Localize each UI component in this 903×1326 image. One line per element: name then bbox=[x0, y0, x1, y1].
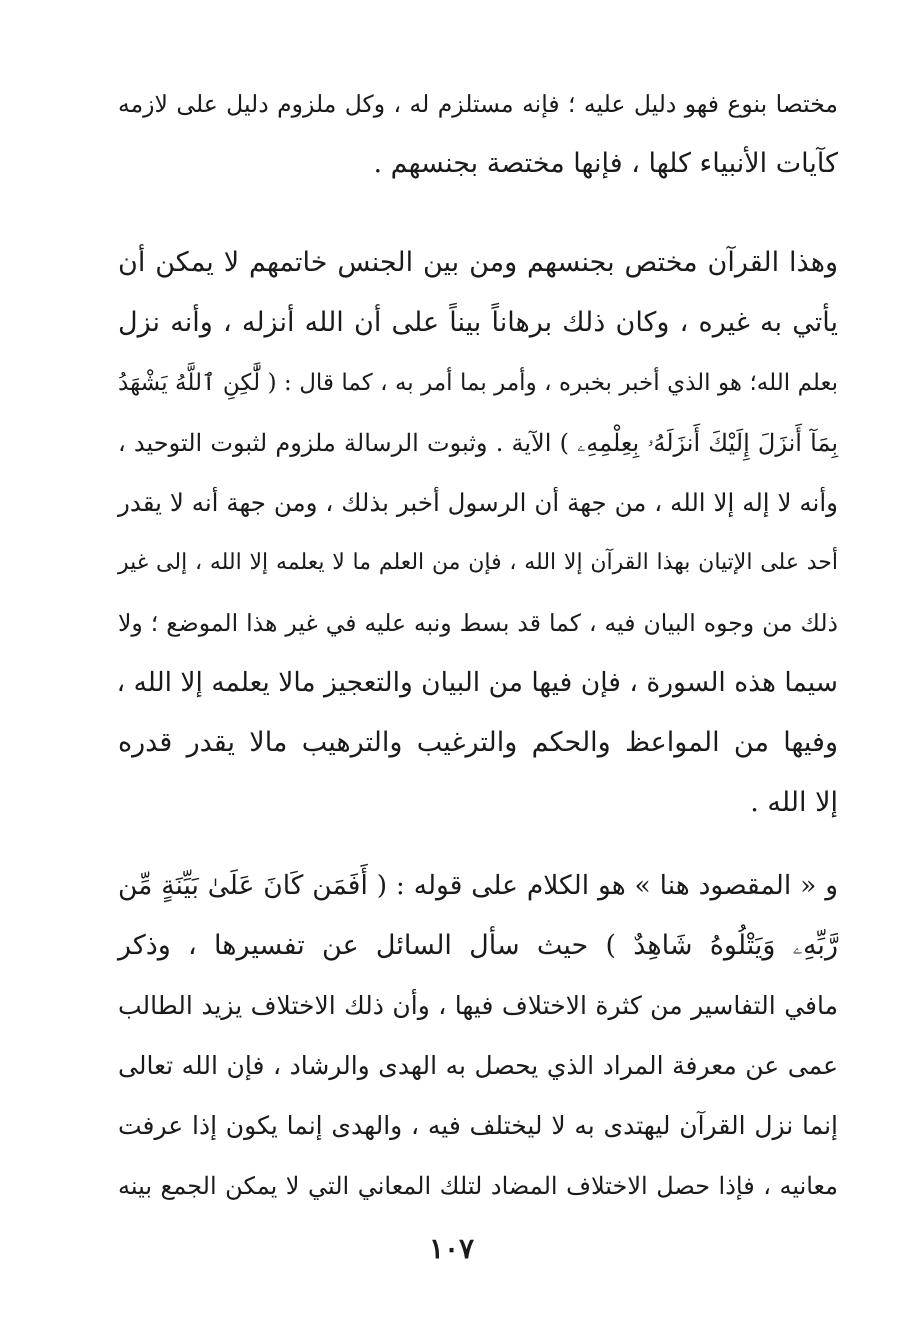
text-line: وأنه لا إله إلا الله ، من جهة أن الرسول أخبر بذلك ، ومن جهة أنه لا يقدر bbox=[118, 488, 838, 517]
text-line: وفيها من المواعظ والحكم والترغيب والترهيب مالا يقدر قدره bbox=[118, 727, 838, 758]
text-line: ذلك من وجوه البيان فيه ، كما قد بسط ونبه عليه في غير هذا الموضع ؛ ولا bbox=[118, 609, 838, 637]
text-line: عمى عن معرفة المراد الذي يحصل به الهدى والرشاد ، فإن الله تعالى bbox=[118, 1051, 838, 1080]
text-line: معانيه ، فإذا حصل الاختلاف المضاد لتلك المعاني التي لا يمكن الجمع بينه bbox=[118, 1172, 838, 1200]
text-line: وهذا القرآن مختص بجنسهم ومن بين الجنس خاتمهم لا يمكن أن bbox=[118, 247, 838, 278]
text-line: مافي التفاسير من كثرة الاختلاف فيها ، وأن ذلك الاختلاف يزيد الطالب bbox=[118, 991, 838, 1020]
text-line: رَّبِّهِۦ وَيَتْلُوهُ شَاهِدٌ ) حيث سأل السائل عن تفسيرها ، وذكر bbox=[118, 930, 838, 961]
text-line: أحد على الإتيان بهذا القرآن إلا الله ، فإن من العلم ما لا يعلمه إلا الله ، إلى غير bbox=[118, 550, 838, 575]
text-line: مختصا بنوع فهو دليل عليه ؛ فإنه مستلزم له ، وكل ملزوم دليل على لازمه bbox=[118, 90, 838, 118]
page-number: ١٠٧ bbox=[428, 1232, 475, 1265]
text-line: سيما هذه السورة ، فإن فيها من البيان والتعجيز مالا يعلمه إلا الله ، bbox=[116, 667, 838, 698]
text-line: بِمَآ أَنزَلَ إِلَيْكَ أَنزَلَهُۥ بِعِلْمِهِۦ ) الآية . وثبوت الرسالة ملزوم لثبوت التوحيد ، bbox=[118, 429, 838, 457]
text-line: كآيات الأنبياء كلها ، فإنها مختصة بجنسهم . bbox=[373, 148, 838, 179]
text-line: يأتي به غيره ، وكان ذلك برهاناً بيناً على أن الله أنزله ، وأنه نزل bbox=[118, 307, 838, 338]
text-line: إنما نزل القرآن ليهتدى به لا ليختلف فيه ، والهدى إنما يكون إذا عرفت bbox=[118, 1111, 838, 1140]
text-line: بعلم الله؛ هو الذي أخبر بخبره ، وأمر بما أمر به ، كما قال : ( لَّٰكِنِ ٱللَّهُ يَشْهَدُ bbox=[118, 370, 838, 396]
text-line: إلا الله . bbox=[750, 787, 838, 818]
text-line: و « المقصود هنا » هو الكلام على قوله : ( أَفَمَن كَانَ عَلَىٰ بَيِّنَةٍ مِّن bbox=[118, 870, 838, 901]
